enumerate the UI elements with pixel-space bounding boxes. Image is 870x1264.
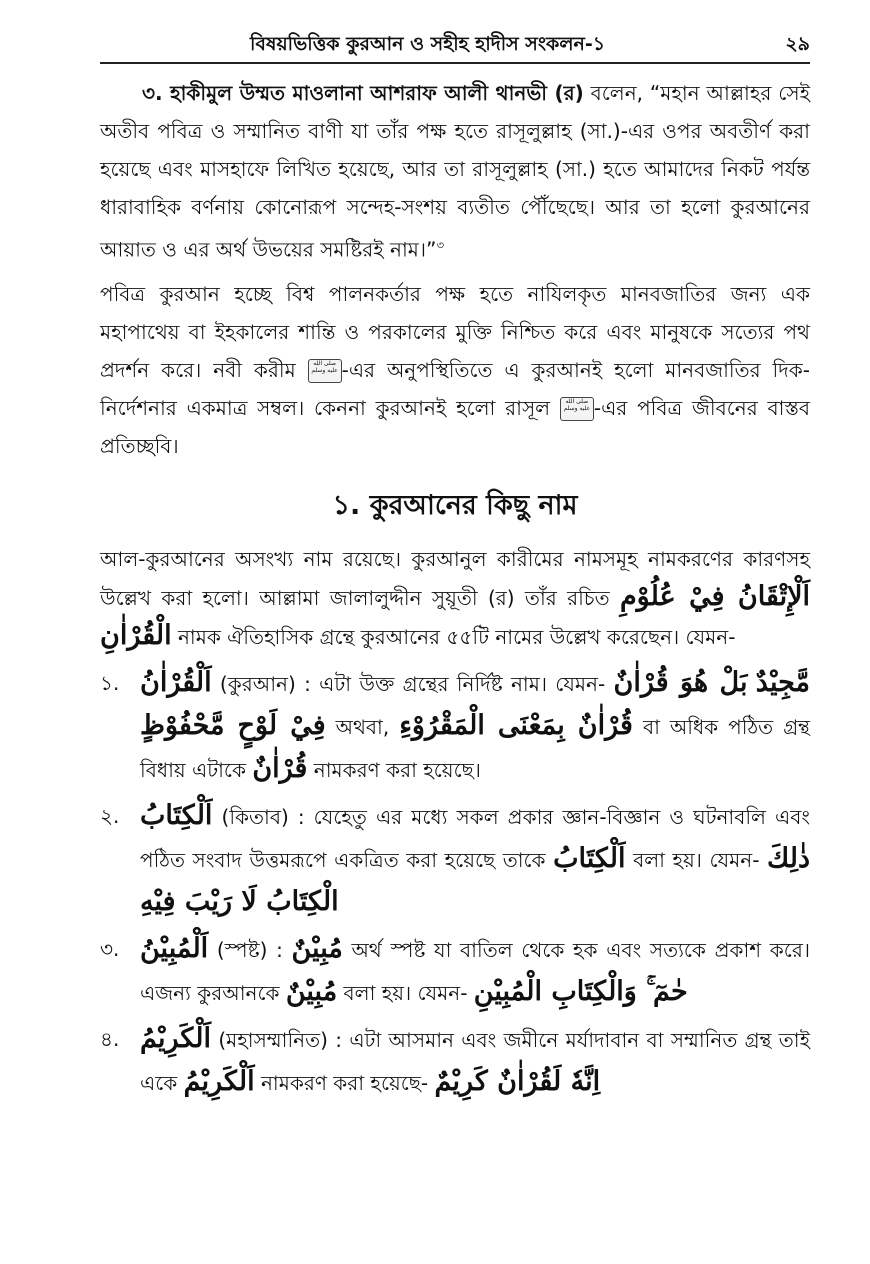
arabic-term: مُبِيْنٌ (285, 975, 338, 1007)
list-item (100, 795, 810, 924)
arabic-term: اَلْقُرْاٰنُ (140, 666, 212, 698)
pbuh-glyph-icon: صلى الله عليه وسلم (560, 397, 594, 421)
item-text: নামকরণ করা হয়েছে- (254, 1070, 435, 1095)
arabic-term: اَلْكَرِيْمُ (140, 1022, 212, 1054)
intro-paragraph (100, 275, 810, 465)
list-item (100, 928, 810, 1014)
section-title: ১. কুরআনের কিছু নাম (332, 489, 578, 521)
arabic-book-title: اَلْإِتْقَانُ فِيْ عُلُوْمِ الْقُرْاٰنِ (100, 580, 810, 651)
arabic-quote: اِنَّهٗ لَقُرْاٰنٌ كَرِيْمٌ (434, 1065, 601, 1097)
arabic-quote: مَّجِيْدٌ فِيْ لَوْحٍ مَّحْفُوْظٍ (140, 666, 810, 741)
quote-author: ৩. হাকীমুল উম্মত মাওলানা আশরাফ আলী থানভী (র) (142, 81, 584, 105)
page-content (100, 74, 810, 1104)
item-text (747, 672, 755, 696)
item-body (140, 1018, 810, 1104)
quote-paragraph (100, 74, 810, 269)
intro-text-2: নামক ঐতিহাসিক গ্রন্থে কুরআনের ৫৫টি নামের উল্লেখ করেছেন। যেমন- (171, 624, 736, 649)
arabic-quote: قُرْاٰنٌ بِمَعْنَى الْمَقْرُوْءِ (399, 709, 633, 741)
arabic-term: اَلْكِتَابُ (553, 842, 626, 874)
item-text: নামকরণ করা হয়েছে। (307, 757, 481, 782)
item-number: ৩. (100, 936, 120, 961)
book-title: বিষয়ভিত্তিক কুরআন ও সহীহ হাদীস সংকলন-১ (250, 33, 606, 55)
item-text: অথবা, (325, 714, 400, 739)
arabic-quote: حٰمٓ ۚ وَالْكِتَابِ الْمُبِيْنِ (473, 975, 688, 1007)
item-body (140, 795, 810, 924)
header-rule (100, 62, 810, 64)
list-item (100, 1018, 810, 1104)
arabic-term: اَلْكَرِيْمُ (183, 1065, 255, 1097)
arabic-term: اَلْكِتَابُ (140, 799, 213, 831)
page-number: ২৯ (785, 33, 810, 55)
item-number: ১. (100, 670, 120, 695)
item-text: (মহাসম্মানিত) : এটা আসমান এবং জমীনে মর্যাদাবান বা সম্মানিত গ্রন্থ তাই একে (140, 1027, 810, 1095)
arabic-term: مُبِيْنٌ (291, 932, 343, 964)
quote-text: বলেন, “মহান আল্লাহর সেই অতীব পবিত্র ও সম্মানিত বাণী যা তাঁর পক্ষ হতে রাসূলুল্লাহ (সা.)-এর ওপর অবতীর্ণ করা হয়েছে এবং মাসহাফে লিখিত হয়েছে, আর তা রাসূলুল্লাহ (সা.) হতে আমাদের নিকট পর্যন্ত ধারাবাহিক বর্ণনায় কোনোরূপ সন্দেহ-সংশয় ব্যতীত পৌঁছেছে। আর তা হলো কুরআনের আয়াত ও এর অর্থ উভয়ের সমষ্টিরই নাম।” (100, 81, 810, 262)
item-text: বলা হয়। যেমন- (625, 847, 767, 872)
intro-text-1: আল-কুরআনের অসংখ্য নাম রয়েছে। কুরআনুল কারীমের নামসমূহ নামকরণের কারণসহ উল্লেখ করা হলো। আল্লামা জালালুদ্দীন সুয়ূতী (র) তাঁর রচিত (100, 546, 810, 610)
para-text-3: -এর পবিত্র জীবনের বাস্তব প্রতিচ্ছবি। (100, 395, 810, 458)
item-text: অর্থ স্পষ্ট যা বাতিল থেকে হক এবং সত্যকে প্রকাশ করে। এজন্য কুরআনকে (140, 937, 810, 1005)
item-text: বলা হয়। যেমন- (337, 980, 474, 1005)
para-text-1: পবিত্র কুরআন হচ্ছে বিশ্ব পালনকর্তার পক্ষ হতে নাযিলকৃত মানবজাতির জন্য এক মহাপাথেয় বা ইহকালের শান্তি ও পরকালের মুক্তি নিশ্চিত করে এবং মানুষকে সত্যের পথ প্রদর্শন করে। নবী করীম (100, 281, 810, 382)
arabic-quote: بَلْ هُوَ قُرْاٰنٌ (613, 666, 748, 698)
para-text-2: -এর অনুপস্থিতিতে এ কুরআনই হলো মানবজাতির দিক-নির্দেশনার একমাত্র সম্বল। কেননা কুরআনই হলো রাসূল (100, 357, 810, 420)
item-text: (কুরআন) : এটা উক্ত গ্রন্থের নির্দিষ্ট নাম। যেমন- (211, 671, 614, 696)
list-item (100, 662, 810, 791)
footnote-mark: ৩ (436, 238, 445, 252)
pbuh-glyph-icon: صلى الله عليه وسلم (308, 359, 342, 383)
item-text: (স্পষ্ট) : (208, 937, 292, 962)
arabic-quote: ذٰلِكَ الْكِتَابُ لَا رَيْبَ فِيْهِ (140, 842, 810, 917)
item-body (140, 928, 810, 1014)
item-number: ২. (100, 803, 120, 828)
arabic-term: قُرْاٰنٌ (252, 752, 308, 784)
item-text: (কিতাব) : যেহেতু এর মধ্যে সকল প্রকার জ্ঞান-বিজ্ঞান ও ঘটনাবলি এবং পঠিত সংবাদ উত্তমরূপে একত্রিত করা হয়েছে তাকে (140, 804, 810, 872)
item-text: বা অধিক পঠিত গ্রন্থ বিধায় এটাকে (140, 714, 810, 782)
running-header (250, 30, 810, 62)
arabic-term: اَلْمُبِيْنُ (140, 932, 209, 964)
names-list (100, 662, 810, 1104)
item-number: ৪. (100, 1026, 120, 1051)
item-body (140, 662, 810, 791)
names-intro (100, 540, 810, 656)
